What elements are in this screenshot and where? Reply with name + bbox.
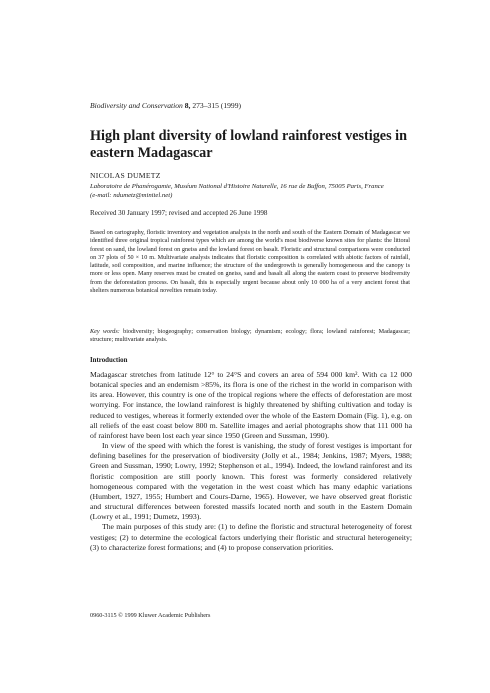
journal-citation: [90, 101, 241, 110]
article-author: NICOLAS DUMETZ: [90, 171, 161, 180]
introduction-body: [90, 370, 412, 553]
received-date: Received 30 January 1997; revised and accepted 26 June 1998: [90, 209, 268, 217]
intro-paragraph-1: Madagascar stretches from latitude 12° to 24°S and covers an area of 594 000 km². With ca 12 000 botanical species and an endemism >85%, its flora is one of the richest in the world in comparison with its area. However, this country is one of the tropical regions where the effects of deforestation are most worrying. For instance, the lowland rainforest is highly threatened by shifting cultivation and today is reduced to vestiges, whereas it formerly extended over the whole of the Eastern Domain (Fig. 1), e.g. on all reliefs of the east coast below 800 m. Satellite images and aerial photographs show that 111 000 ha of rainforest have been lost each year since 1950 (Green and Sussman, 1990).: [90, 370, 412, 440]
journal-name: Biodiversity and Conservation: [90, 101, 183, 110]
abstract: Based on cartography, floristic inventory and vegetation analysis in the north and south of the Eastern Domain of Madagascar we identified three original tropical rainforest types which are among the world's most biodiverse known sites for plants: the littoral forest on sand, the lowland forest on gneiss and the lowland forest on basalt. Floristic and structural comparisons were conducted on 37 plots of 50 × 10 m. Multivariate analysis indicates that floristic composition is correlated with abiotic factors of rainfall, latitude, soil composition, and marine influence; the structure of the undergrowth is generally homogeneous and the canopy is more or less open. Many reserves must be created on gneiss, sand and basalt all along the eastern coast to preserve biodiversity from the deforestation process. On basalt, this is especially urgent because about only 10 000 ha of a very ancient forest that shelters numerous botanical novelties remain today.: [90, 230, 410, 295]
author-affiliation: [90, 182, 420, 200]
section-heading-introduction: Introduction: [90, 357, 128, 364]
affiliation-address: Laboratoire de Phanérogamie, Muséum National d'Histoire Naturelle, 16 rue de Buffon, 75005 Paris, France: [90, 183, 384, 190]
journal-pages: 273–315 (1999): [192, 101, 242, 110]
copyright-footer: 0960-3115 © 1999 Kluwer Academic Publishers: [90, 612, 211, 619]
intro-paragraph-3: The main purposes of this study are: (1) to define the floristic and structural heterogeneity of forest vestiges; (2) to determine the ecological factors underlying their floristic and structural heterogeneity; (3) to characterize forest formations; and (4) to propose conservation priorities.: [90, 522, 412, 552]
affiliation-email: (e-mail: ndumetz@minitel.net): [90, 192, 173, 199]
keywords-list: biodiversity; biogeography; conservation biology; dynamism; ecology; flora; lowland rainforest; Madagascar; structure; multivariate analysis.: [90, 329, 410, 344]
keywords-label: Key words:: [90, 329, 120, 335]
keywords: [90, 328, 410, 345]
journal-volume: 8,: [184, 101, 191, 110]
intro-paragraph-2: In view of the speed with which the forest is vanishing, the study of forest vestiges is important for defining baselines for the preservation of biodiversity (Jolly et al., 1984; Jenkins, 1987; Myers, 1988; Green and Sussman, 1990; Lowry, 1992; Stephenson et al., 1994). Indeed, the lowland rainforest and its floristic composition are still poorly known. This forest was formerly considered relatively homogeneous compared with the vegetation in the west coast which has many edaphic variations (Humbert, 1927, 1955; Humbert and Cours-Darne, 1965). However, we have observed great floristic and structural differences between forested massifs located north and south in the Eastern Domain (Lowry et al., 1991; Dumetz, 1993).: [90, 441, 412, 522]
article-title: High plant diversity of lowland rainforest vestiges in eastern Madagascar: [90, 128, 407, 161]
